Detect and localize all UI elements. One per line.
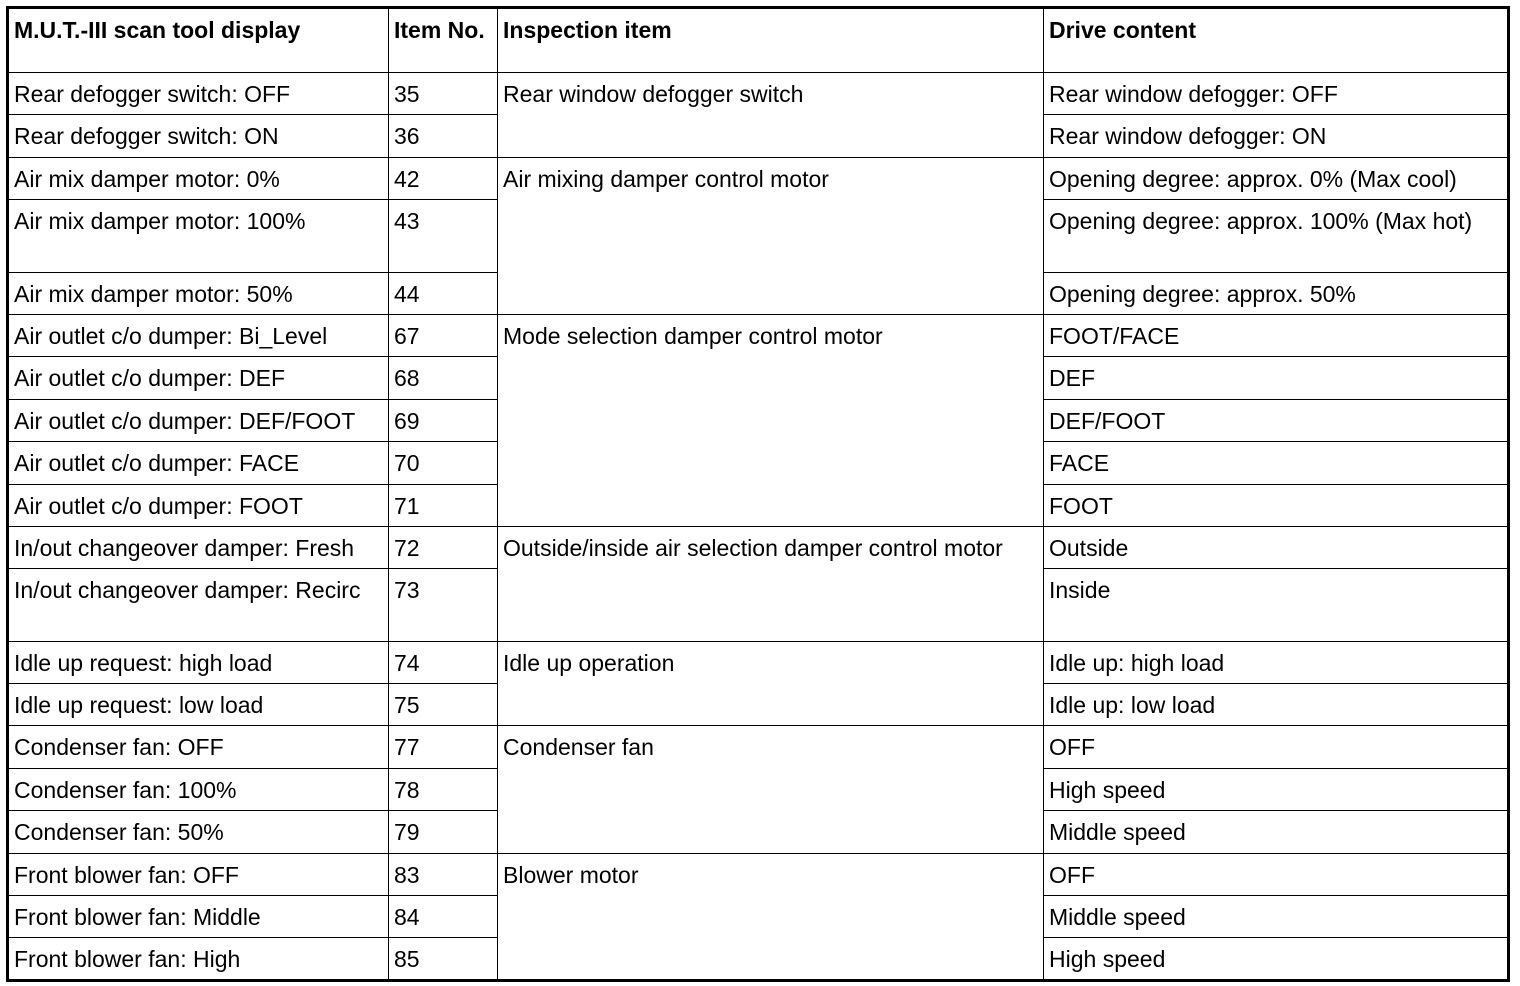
scan-display-cell: Air outlet c/o dumper: Bi_Level bbox=[8, 314, 389, 356]
item-no-cell: 36 bbox=[389, 115, 498, 157]
scan-display-cell: Rear defogger switch: ON bbox=[8, 115, 389, 157]
drive-content-cell: Rear window defogger: ON bbox=[1044, 115, 1509, 157]
table-row bbox=[8, 726, 1509, 768]
item-no-cell: 79 bbox=[389, 811, 498, 853]
inspection-item-cell: Blower motor bbox=[498, 853, 1044, 980]
inspection-table bbox=[6, 6, 1510, 982]
drive-content-cell: FOOT bbox=[1044, 484, 1509, 526]
drive-content-cell: Opening degree: approx. 50% bbox=[1044, 272, 1509, 314]
header-drive-content: Drive content bbox=[1044, 8, 1509, 73]
item-no-cell: 73 bbox=[389, 569, 498, 641]
scan-display-cell: In/out changeover damper: Fresh bbox=[8, 526, 389, 568]
item-no-cell: 78 bbox=[389, 768, 498, 810]
item-no-cell: 71 bbox=[389, 484, 498, 526]
table-row bbox=[8, 314, 1509, 356]
item-no-cell: 43 bbox=[389, 200, 498, 272]
table-row bbox=[8, 157, 1509, 199]
scan-display-cell: Air mix damper motor: 50% bbox=[8, 272, 389, 314]
item-no-cell: 69 bbox=[389, 399, 498, 441]
item-no-cell: 35 bbox=[389, 73, 498, 115]
drive-content-cell: Middle speed bbox=[1044, 896, 1509, 938]
scan-display-cell: Air mix damper motor: 100% bbox=[8, 200, 389, 272]
drive-content-cell: Rear window defogger: OFF bbox=[1044, 73, 1509, 115]
drive-content-cell: FACE bbox=[1044, 442, 1509, 484]
scan-display-cell: In/out changeover damper: Recirc bbox=[8, 569, 389, 641]
drive-content-cell: DEF bbox=[1044, 357, 1509, 399]
item-no-cell: 44 bbox=[389, 272, 498, 314]
item-no-cell: 83 bbox=[389, 853, 498, 895]
scan-display-cell: Condenser fan: 100% bbox=[8, 768, 389, 810]
drive-content-cell: High speed bbox=[1044, 768, 1509, 810]
scan-display-cell: Idle up request: low load bbox=[8, 684, 389, 726]
drive-content-cell: Inside bbox=[1044, 569, 1509, 641]
item-no-cell: 74 bbox=[389, 641, 498, 683]
item-no-cell: 84 bbox=[389, 896, 498, 938]
scan-display-cell: Front blower fan: OFF bbox=[8, 853, 389, 895]
item-no-cell: 77 bbox=[389, 726, 498, 768]
drive-content-cell: OFF bbox=[1044, 853, 1509, 895]
drive-content-cell: Opening degree: approx. 100% (Max hot) bbox=[1044, 200, 1509, 272]
drive-content-cell: Idle up: high load bbox=[1044, 641, 1509, 683]
table-row bbox=[8, 853, 1509, 895]
drive-content-cell: Middle speed bbox=[1044, 811, 1509, 853]
scan-display-cell: Air mix damper motor: 0% bbox=[8, 157, 389, 199]
drive-content-cell: Idle up: low load bbox=[1044, 684, 1509, 726]
scan-display-cell: Condenser fan: 50% bbox=[8, 811, 389, 853]
inspection-item-cell: Rear window defogger switch bbox=[498, 73, 1044, 158]
scan-display-cell: Front blower fan: Middle bbox=[8, 896, 389, 938]
inspection-item-cell: Mode selection damper control motor bbox=[498, 314, 1044, 526]
item-no-cell: 72 bbox=[389, 526, 498, 568]
drive-content-cell: OFF bbox=[1044, 726, 1509, 768]
drive-content-cell: Opening degree: approx. 0% (Max cool) bbox=[1044, 157, 1509, 199]
table-row bbox=[8, 526, 1509, 568]
inspection-item-cell: Air mixing damper control motor bbox=[498, 157, 1044, 314]
item-no-cell: 67 bbox=[389, 314, 498, 356]
item-no-cell: 85 bbox=[389, 938, 498, 980]
scan-display-cell: Front blower fan: High bbox=[8, 938, 389, 980]
table-row bbox=[8, 73, 1509, 115]
scan-display-cell: Condenser fan: OFF bbox=[8, 726, 389, 768]
scan-display-cell: Air outlet c/o dumper: DEF/FOOT bbox=[8, 399, 389, 441]
header-inspection-item: Inspection item bbox=[498, 8, 1044, 73]
header-item-no: Item No. bbox=[389, 8, 498, 73]
drive-content-cell: DEF/FOOT bbox=[1044, 399, 1509, 441]
table-row bbox=[8, 641, 1509, 683]
drive-content-cell: High speed bbox=[1044, 938, 1509, 980]
inspection-item-cell: Condenser fan bbox=[498, 726, 1044, 853]
item-no-cell: 68 bbox=[389, 357, 498, 399]
scan-display-cell: Idle up request: high load bbox=[8, 641, 389, 683]
drive-content-cell: FOOT/FACE bbox=[1044, 314, 1509, 356]
item-no-cell: 75 bbox=[389, 684, 498, 726]
header-row bbox=[8, 8, 1509, 73]
inspection-item-cell: Outside/inside air selection damper control motor bbox=[498, 526, 1044, 641]
scan-display-cell: Air outlet c/o dumper: FACE bbox=[8, 442, 389, 484]
item-no-cell: 42 bbox=[389, 157, 498, 199]
header-scan-tool-display: M.U.T.-III scan tool display bbox=[8, 8, 389, 73]
drive-content-cell: Outside bbox=[1044, 526, 1509, 568]
scan-display-cell: Air outlet c/o dumper: FOOT bbox=[8, 484, 389, 526]
inspection-item-cell: Idle up operation bbox=[498, 641, 1044, 726]
scan-display-cell: Rear defogger switch: OFF bbox=[8, 73, 389, 115]
item-no-cell: 70 bbox=[389, 442, 498, 484]
scan-display-cell: Air outlet c/o dumper: DEF bbox=[8, 357, 389, 399]
